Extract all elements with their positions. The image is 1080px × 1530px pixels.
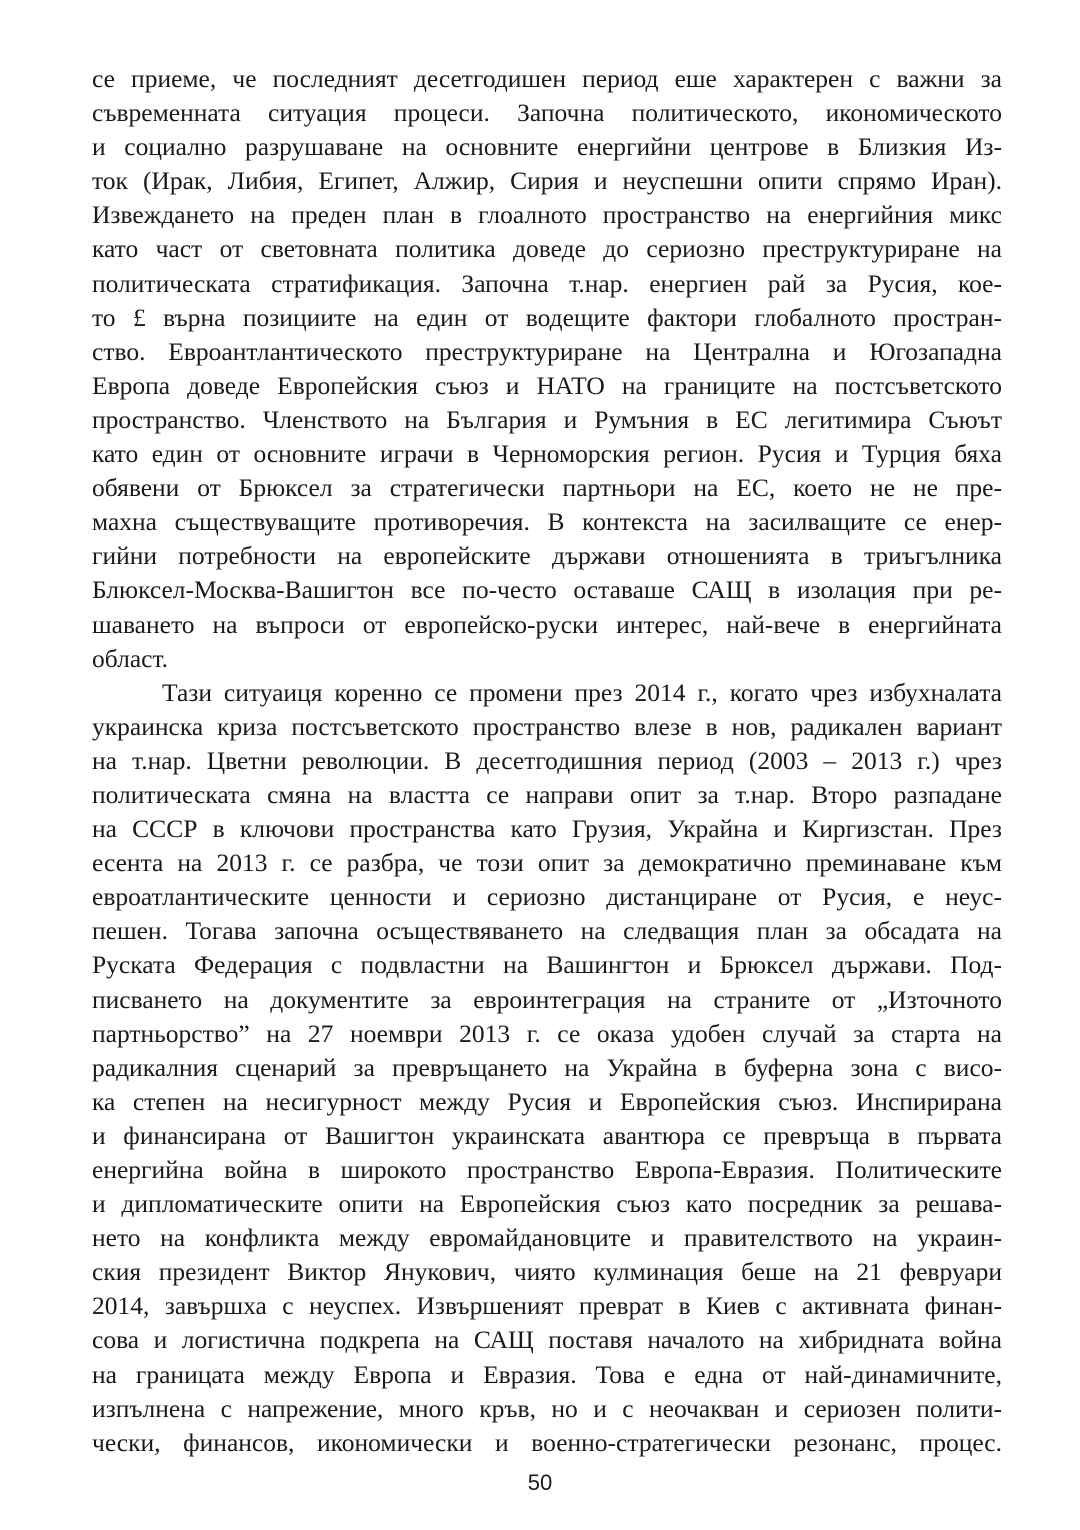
- text-line: област.: [92, 643, 169, 673]
- text-line: ство. Евроантлантическото преструктуриране на Централна и Югозападна: [92, 336, 1002, 366]
- text-line: и финансирана от Вашигтон украинската авантюра се превръща в първата: [92, 1120, 1002, 1150]
- document-body: [92, 62, 1002, 1460]
- text-line: пешен. Тогава започна осъществяването на следващия план за обсадата на: [92, 916, 1002, 946]
- text-line: и дипломатическите опити на Европейския съюз като посредник за решава-: [92, 1189, 1002, 1219]
- text-line: Блюксел-Москва-Вашигтон все по-често оставаше САЩ в изолация при ре-: [92, 575, 1002, 605]
- text-line: сова и логистична подкрепа на САЩ поставя началото на хибридната война: [92, 1325, 1002, 1355]
- text-line: нето на конфликта между евромайдановците и правителството на украин-: [92, 1223, 1002, 1253]
- text-line: партньорство” на 27 ноември 2013 г. се оказа удобен случай за старта на: [92, 1018, 1002, 1048]
- text-line: ток (Ирак, Либия, Египет, Алжир, Сирия и неуспешни опити спрямо Иран).: [92, 166, 1002, 196]
- text-line: евроатлантическите ценности и сериозно дистанциране от Русия, е неус-: [92, 882, 1002, 912]
- text-line: се приеме, че последният десетгодишен период еше характерен с важни за: [92, 64, 1002, 93]
- paragraph-2: [92, 676, 1002, 1460]
- text-line: писването на документите за евроинтеграция на страните от „Източното: [92, 984, 1002, 1014]
- text-line: есента на 2013 г. се разбра, че този опит за демократично преминаване към: [92, 848, 1002, 878]
- text-line: на СССР в ключови пространства като Грузия, Украйна и Киргизстан. През: [92, 814, 1002, 844]
- text-line: енергийна война в широкото пространство Европа-Евразия. Политическите: [92, 1155, 1002, 1184]
- text-line: на т.нар. Цветни революции. В десетгодишния период (2003 – 2013 г.) чрез: [92, 745, 1002, 775]
- text-line: и социално разрушаване на основните енергийни центрове в Близкия Из-: [92, 132, 1002, 162]
- text-line: обявени от Брюксел за стратегически партньори на ЕС, което не не пре-: [92, 473, 1002, 503]
- text-line: махна съществуващите противоречия. В контекста на засилващите се енер-: [92, 507, 1002, 537]
- text-line: шаването на въпроси от европейско-руски интерес, най-вече в енергийната: [92, 609, 1002, 639]
- text-line: ския президент Виктор Янукович, чиято кулминация беше на 21 февруари: [92, 1257, 1002, 1287]
- text-line: гийни потребности на европейските държави отношенията в триъгълника: [92, 541, 1002, 571]
- text-line: като част от световната политика доведе до сериозно преструктуриране на: [92, 234, 1002, 264]
- page-number: 50: [527, 1470, 553, 1495]
- text-line: то £ върна позициите на един от водещите фактори глобалното простран-: [92, 302, 1002, 332]
- text-line: политическата смяна на властта се направи опит за т.нар. Второ разпадане: [92, 779, 1002, 809]
- text-line: 2014, завършха с неуспех. Извършеният преврат в Киев с активната финан-: [92, 1291, 1002, 1321]
- text-line: украинска криза постсъветското пространство влезе в нов, радикален вариант: [92, 711, 1002, 741]
- text-line: Тази ситуаиця коренно се промени през 2014 г., когато чрез избухналата: [162, 677, 1002, 707]
- text-line: Европа доведе Европейския съюз и НАТО на границите на постсъветското: [92, 370, 1002, 400]
- text-line: чески, финансов, икономически и военно-стратегически резонанс, процес.: [92, 1427, 1002, 1457]
- text-line: радикалния сценарий за превръщането на Украйна в буферна зона с висо-: [92, 1052, 1002, 1082]
- text-line: Извеждането на преден план в глоалното пространство на енергийния микс: [92, 200, 1002, 230]
- text-line: като един от основните играчи в Черноморския регион. Русия и Турция бяха: [92, 439, 1002, 469]
- text-line: ка степен на несигурност между Русия и Европейския съюз. Инспирирана: [92, 1086, 1002, 1116]
- text-line: съвременната ситуация процеси. Започна политическото, икономическото: [92, 98, 1002, 128]
- text-line: изпълнена с напрежение, много кръв, но и с неочакван и сериозен полити-: [92, 1393, 1002, 1423]
- text-line: пространство. Членството на България и Румъния в ЕС легитимира Съюът: [92, 404, 1002, 434]
- text-line: на границата между Европа и Евразия. Това е една от най-динамичните,: [92, 1359, 1002, 1389]
- text-line: Руската Федерация с подвластни на Вашингтон и Брюксел държави. Под-: [92, 950, 1002, 980]
- paragraph-1: [92, 62, 1002, 676]
- text-line: политическата стратификация. Започна т.нар. енергиен рай за Русия, кое-: [92, 268, 1002, 298]
